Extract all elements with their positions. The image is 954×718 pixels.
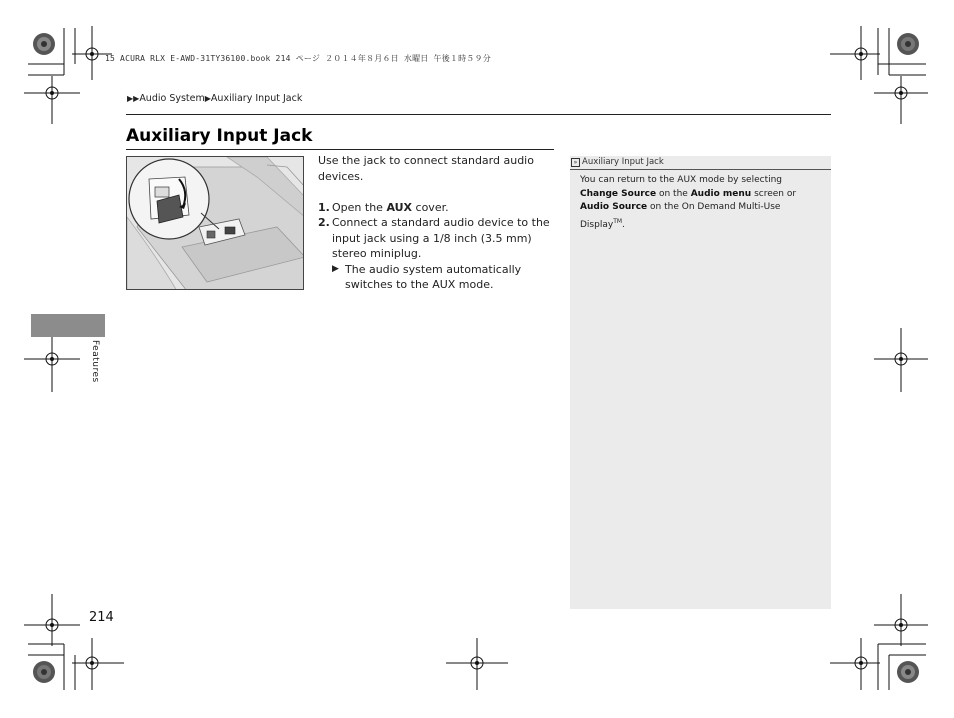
step-number: 2. (318, 216, 330, 229)
change-source-term: Change Source (580, 188, 657, 199)
side-text-part: You can return to the AUX mode by selecting (580, 175, 783, 185)
page-number: 214 (89, 610, 114, 625)
header-rule (126, 114, 831, 115)
breadcrumb-marker: ▶▶ (127, 94, 140, 103)
step-text: Connect a standard audio device to the input jack using a 1/8 inch (3.5 mm) stereo miniplug. (332, 216, 550, 260)
title-rule (126, 149, 554, 150)
side-note-title: Auxiliary Input Jack (582, 157, 664, 167)
aux-jack-illustration (126, 156, 304, 290)
chapter-tab[interactable] (31, 314, 105, 337)
page-title: Auxiliary Input Jack (126, 126, 313, 146)
note-text: The audio system automatically switches to the AUX mode. (345, 262, 522, 291)
audio-source-term: Audio Source (580, 202, 648, 212)
audio-menu-term: Audio menu (690, 188, 752, 199)
side-note-heading (570, 156, 831, 170)
side-text-part: . (622, 219, 625, 230)
step-text: cover. (412, 200, 449, 214)
step-text: Open the (332, 200, 387, 214)
side-text-part: on the On Demand Multi-Use Display (580, 202, 781, 230)
side-note-text (580, 174, 820, 232)
step-1 (318, 200, 558, 216)
spacer (318, 184, 558, 200)
step-result-note (318, 262, 558, 293)
step-2 (318, 215, 558, 262)
intro-text: Use the jack to connect standard audio devices. (318, 154, 534, 183)
breadcrumb-separator: ▶ (204, 94, 211, 103)
note-marker: ▶ (332, 263, 339, 274)
step-bold: AUX (386, 200, 413, 214)
step-number: 1. (318, 200, 330, 214)
trademark-mark: TM (613, 217, 623, 225)
breadcrumb-page: Auxiliary Input Jack (210, 93, 303, 104)
side-note-marker-icon: » (571, 158, 580, 167)
breadcrumb-section[interactable]: Audio System (139, 93, 205, 104)
chapter-label: Features (90, 340, 100, 383)
print-header-line: 15 ACURA RLX E-AWD-31TY36100.book 214 ページ ２０１４年８月６日 水曜日 午後１時５９分 (105, 54, 491, 63)
instructions (318, 153, 558, 293)
side-text-part: screen or (751, 188, 797, 199)
side-text-part: on the (656, 188, 691, 199)
breadcrumb (127, 93, 302, 104)
